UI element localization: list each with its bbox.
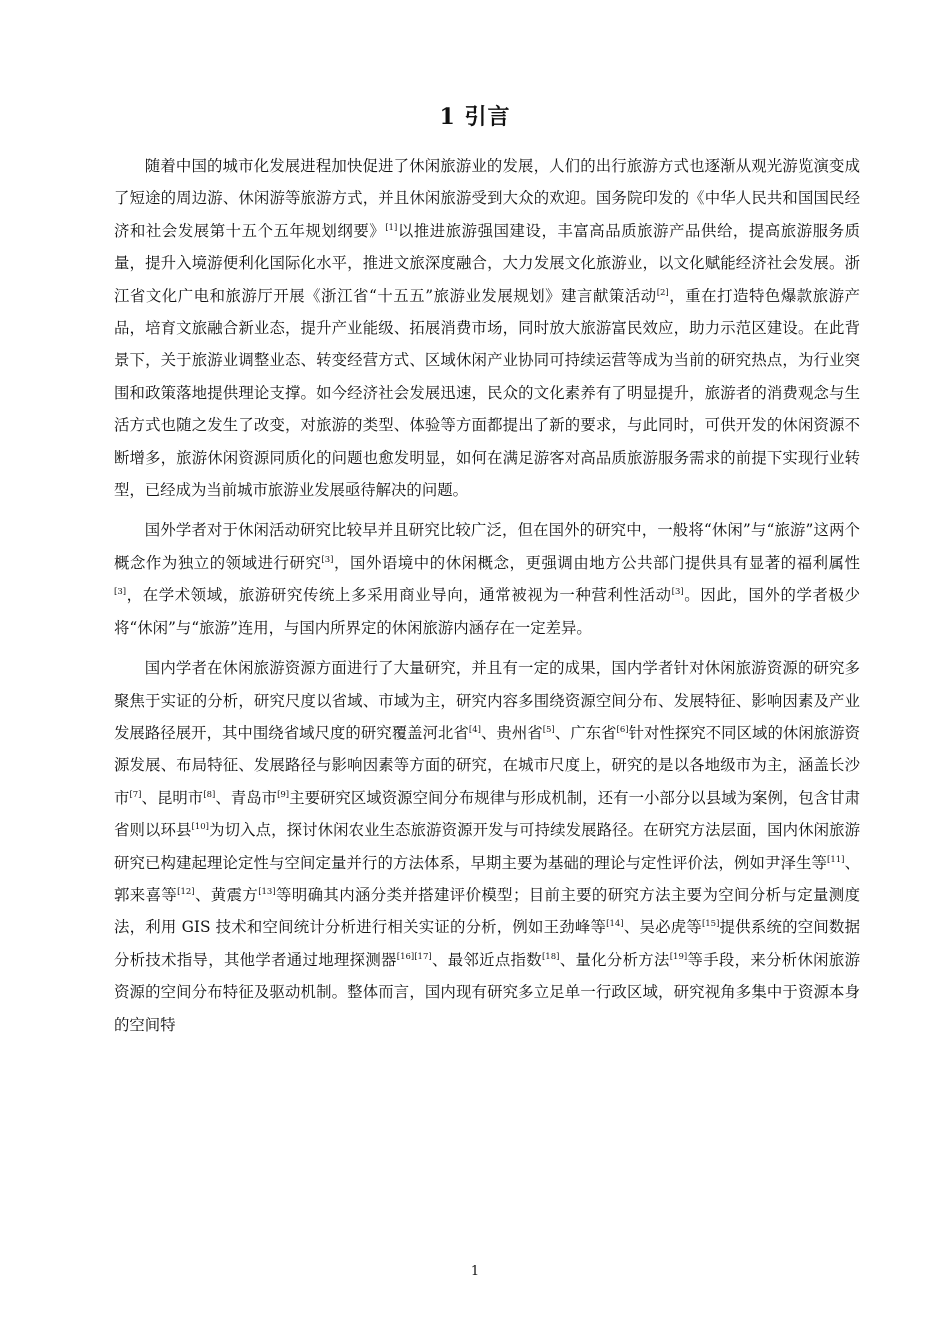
- citation-ref: [16][17]: [396, 951, 432, 962]
- text-run: 、黄震方: [194, 885, 259, 904]
- text-run: 随着中国的城市化发展进程加快促进了休闲旅游业的发展，人们的出行旅游方式也逐渐从观光游览演变成了短途的周边游、休闲游等旅游方式，并且休闲旅游受到大众的欢迎。国务院印发的《中华人民共和国国民经济和社会发展第十五个五年规划纲要》: [114, 157, 860, 240]
- paragraph: [114, 514, 860, 644]
- text-run: 以推进旅游强国建设，丰富高品质旅游产品供给，提高旅游服务质量，提升入境游便利化国际化水平，推进文旅深度融合，大力发展文化旅游业，以文化赋能经济社会发展。浙江省文化广电和旅游厅开展《浙江省“十五五”旅游业发展规划》建言献策活动: [114, 221, 860, 305]
- text-run: 等手段，来分析休闲旅游资源的空间分布特征及驱动机制。整体而言，国内现有研究多立足单一行政区域，研究视角多集中于资源本身的空间特: [114, 950, 860, 1034]
- page-number: 1: [470, 1264, 480, 1279]
- citation-ref: [15]: [701, 919, 720, 930]
- text-run: ，重在打造特色爆款旅游产品，培育文旅融合新业态，提升产业能级、拓展消费市场，同时放大旅游富民效应，助力示范区建设。在此背景下，关于旅游业调整业态、转变经营方式、区域休闲产业协同可持续运营等成为当前的研究热点，为行业突围和政策落地提供理论支撑。如今经济社会发展迅速，民众的文化素养有了明显提升，旅游者的消费观念与生活方式也随之发生了改变，对旅游的类型、体验等方面都提出了新的要求，与此同时，可供开发的休闲资源不断增多，旅游休闲资源同质化的问题也愈发明显，如何在满足游客对高品质旅游服务需求的前提下实现行业转型，已经成为当前城市旅游业发展亟待解决的问题。: [114, 286, 860, 500]
- text-run: 、郭来喜等: [114, 853, 860, 904]
- citation-ref: [10]: [191, 822, 209, 833]
- text-run: 、昆明市: [141, 788, 204, 807]
- text-run: 。因此，国外的学者极少将“休闲”与“旅游”连用，与国内所界定的休闲旅游内涵存在一定差异。: [114, 586, 860, 637]
- section-heading: 1 引言: [439, 104, 511, 130]
- text-run: 、广东省: [554, 723, 617, 742]
- text-run: 针对性探究不同区域的休闲旅游资源发展、布局特征、发展路径与影响因素等方面的研究，在城市尺度上，研究的是以各地级市为主，涵盖长沙市: [114, 723, 860, 807]
- paragraph: [114, 150, 860, 506]
- citation-ref: [6]: [616, 724, 629, 735]
- text-run: 、贵州省: [480, 723, 543, 742]
- text-run: 国内学者在休闲旅游资源方面进行了大量研究，并且有一定的成果，国内学者针对休闲旅游资源的研究多聚焦于实证的分析，研究尺度以省域、市域为主，研究内容多围绕资源空间分布、发展特征、影响因素及产业发展路径展开，其中围绕省域尺度的研究覆盖河北省: [114, 659, 860, 742]
- citation-ref: [9]: [277, 789, 290, 800]
- text-run: ，在学术领域，旅游研究传统上多采用商业导向，通常被视为一种营利性活动: [126, 586, 672, 605]
- citation-ref: [14]: [606, 919, 624, 930]
- text-run: 、青岛市: [215, 788, 278, 807]
- text-run: 、吴必虎等: [623, 918, 702, 937]
- body-text: [114, 150, 860, 1041]
- citation-ref: [12]: [177, 886, 195, 897]
- citation-ref: [13]: [258, 886, 276, 897]
- citation-ref: [3]: [671, 587, 684, 598]
- citation-ref: [7]: [129, 789, 142, 800]
- citation-ref: [4]: [468, 724, 481, 735]
- text-run: 为切入点，探讨休闲农业生态旅游资源开发与可持续发展路径。在研究方法层面，国内休闲旅游研究已构建起理论定性与空间定量并行的方法体系，早期主要为基础的理论与定性评价法，例如尹泽生等: [114, 821, 860, 872]
- citation-ref: [1]: [385, 222, 398, 233]
- text-run: 国外学者对于休闲活动研究比较早并且研究比较广泛，但在国外的研究中，一般将“休闲”与“旅游”这两个概念作为独立的领域进行研究: [114, 521, 860, 572]
- text-run: 主要研究区域资源空间分布规律与形成机制，还有一小部分以县域为案例，包含甘肃省则以环县: [114, 788, 860, 840]
- text-run: 提供系统的空间数据分析技术指导，其他学者通过地理探测器: [114, 918, 860, 969]
- citation-ref: [8]: [203, 789, 216, 800]
- citation-ref: [3]: [114, 587, 127, 598]
- text-run: 、量化分析方法: [559, 950, 670, 969]
- citation-ref: [3]: [321, 554, 334, 565]
- citation-ref: [11]: [827, 854, 845, 865]
- citation-ref: [19]: [669, 951, 688, 962]
- citation-ref: [2]: [656, 287, 669, 298]
- citation-ref: [5]: [542, 724, 555, 735]
- text-run: ，国外语境中的休闲概念，更强调由地方公共部门提供具有显著的福利属性: [333, 553, 860, 572]
- citation-ref: [18]: [541, 951, 560, 962]
- text-run: 、最邻近点指数: [431, 950, 542, 969]
- paragraph: [114, 652, 860, 1041]
- text-run: 等明确其内涵分类并搭建评价模型；目前主要的研究方法主要为空间分析与定量测度法，利用 GIS 技术和空间统计分析进行相关实证的分析，例如王劲峰等: [114, 885, 860, 937]
